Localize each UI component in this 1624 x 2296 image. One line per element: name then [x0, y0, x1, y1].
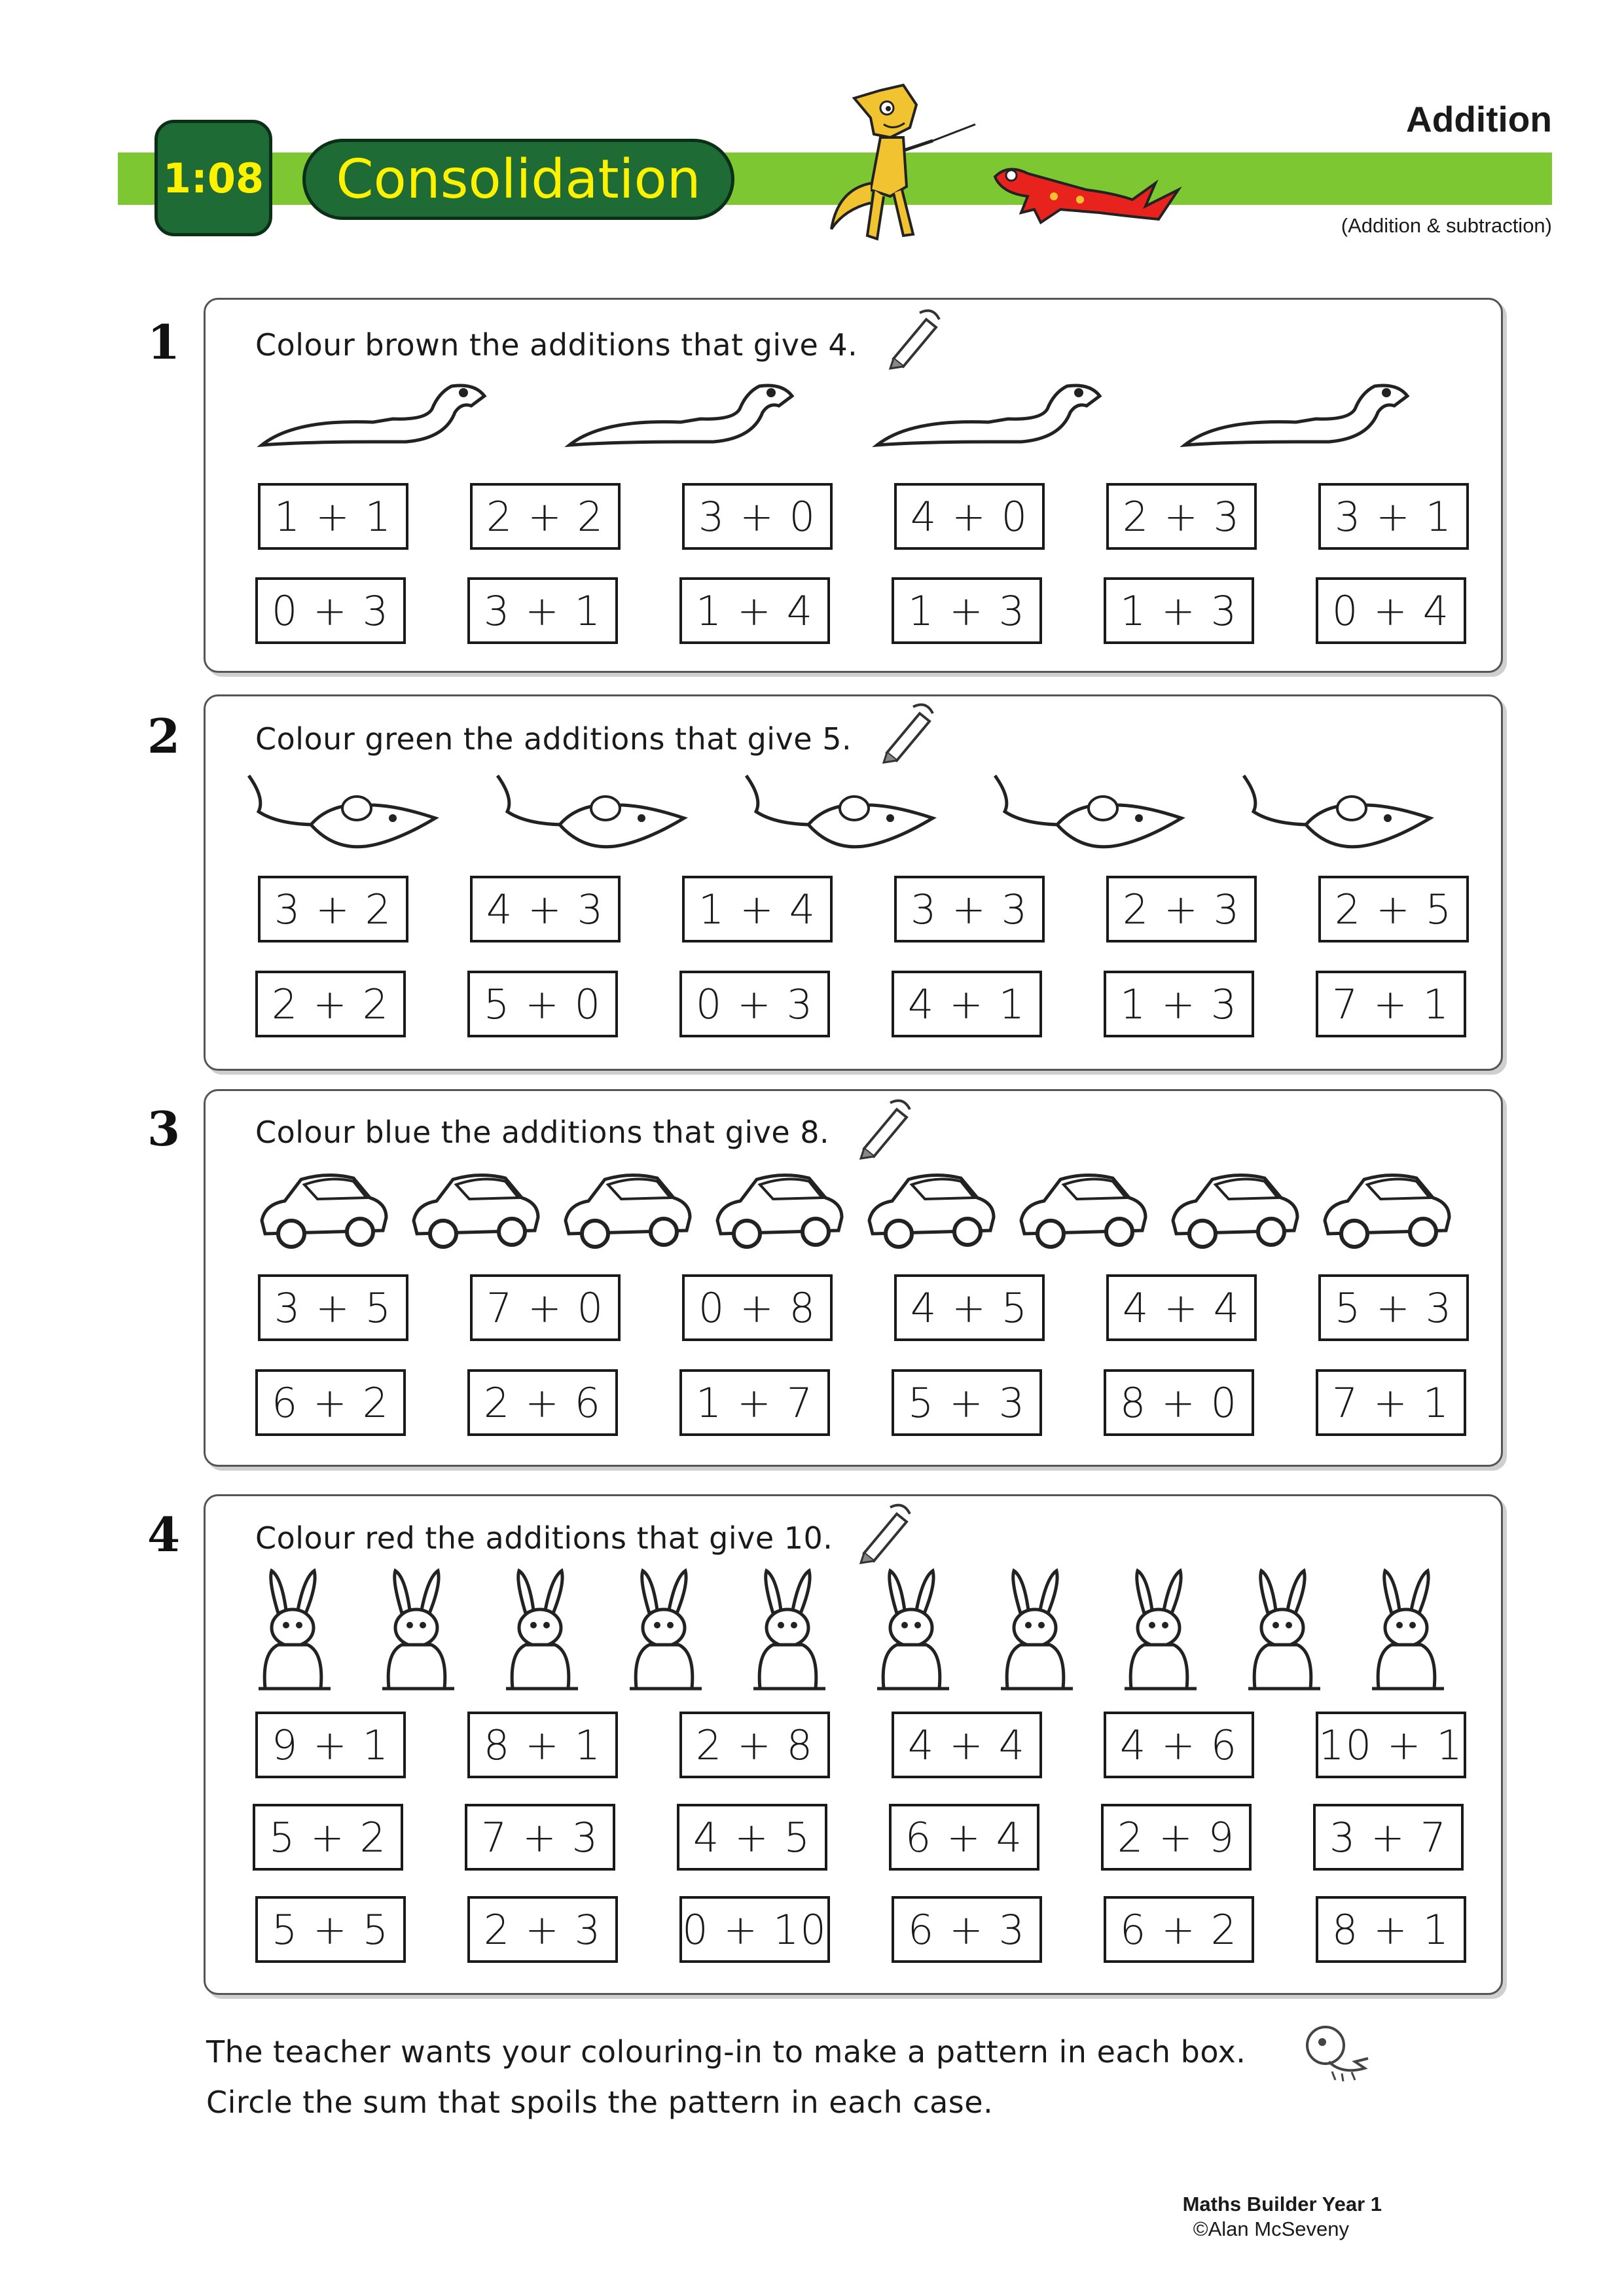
- footer-instruction-line-2: Circle the sum that spoils the pattern in each case.: [206, 2085, 994, 2120]
- sum-box[interactable]: 3 + 1: [1318, 483, 1469, 550]
- sum-box[interactable]: 2 + 3: [467, 1896, 618, 1963]
- sum-box[interactable]: 3 + 5: [258, 1274, 408, 1341]
- sum-box[interactable]: 4 + 5: [894, 1274, 1045, 1341]
- worm-icon: [1178, 373, 1420, 458]
- sum-box[interactable]: 1 + 1: [258, 483, 408, 550]
- worm-row: [255, 373, 1434, 458]
- question-number: 1: [147, 314, 181, 370]
- book-title: Maths Builder Year 1: [1182, 2193, 1382, 2215]
- pencil-icon: [880, 306, 946, 372]
- worm-icon: [871, 373, 1113, 458]
- sum-box[interactable]: 2 + 5: [1318, 876, 1469, 942]
- sum-box[interactable]: 6 + 3: [892, 1896, 1042, 1963]
- sum-box[interactable]: 7 + 0: [470, 1274, 621, 1341]
- sum-box[interactable]: 4 + 3: [470, 876, 621, 942]
- rabbit-icon: [747, 1568, 832, 1692]
- car-icon: [407, 1165, 545, 1257]
- page-title: Consolidation: [336, 148, 701, 211]
- sum-box[interactable]: 4 + 4: [892, 1712, 1042, 1778]
- thinking-lizard-icon: [1303, 2022, 1375, 2081]
- question-number: 3: [147, 1101, 181, 1157]
- lizard-teacher-icon: [818, 79, 982, 249]
- sum-box[interactable]: 5 + 5: [255, 1896, 406, 1963]
- sum-box[interactable]: 10 + 1: [1316, 1712, 1466, 1778]
- subtopic-label: (Addition & subtraction): [1341, 214, 1552, 237]
- sum-box[interactable]: 6 + 4: [889, 1804, 1039, 1871]
- sum-box[interactable]: 1 + 3: [1104, 971, 1254, 1037]
- sum-box[interactable]: 7 + 3: [465, 1804, 615, 1871]
- mouse-icon: [743, 772, 939, 864]
- sum-box[interactable]: 3 + 1: [467, 577, 618, 644]
- sum-box[interactable]: 7 + 1: [1316, 971, 1466, 1037]
- rabbit-icon: [994, 1568, 1079, 1692]
- mouse-icon: [245, 772, 442, 864]
- sum-box[interactable]: 5 + 0: [467, 971, 618, 1037]
- sum-box[interactable]: 8 + 1: [467, 1712, 618, 1778]
- question-number: 2: [147, 708, 181, 764]
- sum-box[interactable]: 4 + 5: [677, 1804, 827, 1871]
- sum-box[interactable]: 1 + 3: [1104, 577, 1254, 644]
- car-icon: [863, 1165, 1000, 1257]
- car-row: [255, 1165, 1473, 1257]
- title-pill: [302, 139, 734, 220]
- sum-box[interactable]: 0 + 8: [682, 1274, 833, 1341]
- sum-box[interactable]: 9 + 1: [255, 1712, 406, 1778]
- car-icon: [255, 1165, 393, 1257]
- question-1-instruction: Colour brown the additions that give 4.: [255, 327, 858, 363]
- worm-icon: [255, 373, 497, 458]
- question-3-instruction: Colour blue the additions that give 8.: [255, 1115, 830, 1150]
- topic-heading: Addition: [1406, 99, 1552, 139]
- rabbit-icon: [376, 1568, 461, 1692]
- mouse-icon: [1240, 772, 1437, 864]
- sum-box[interactable]: 3 + 7: [1313, 1804, 1464, 1871]
- mouse-icon: [494, 772, 691, 864]
- sum-box[interactable]: 3 + 0: [682, 483, 833, 550]
- sum-box[interactable]: 8 + 0: [1104, 1369, 1254, 1436]
- sum-box[interactable]: 6 + 2: [1104, 1896, 1254, 1963]
- rabbit-row: [252, 1568, 1470, 1692]
- footer-instruction-line-1: The teacher wants your colouring-in to make a pattern in each box.: [206, 2034, 1246, 2070]
- car-icon: [559, 1165, 696, 1257]
- sum-box[interactable]: 1 + 7: [679, 1369, 830, 1436]
- mouse-icon: [992, 772, 1188, 864]
- rabbit-icon: [1365, 1568, 1451, 1692]
- pencil-icon: [851, 1096, 916, 1162]
- sum-box[interactable]: 4 + 0: [894, 483, 1045, 550]
- rabbit-icon: [499, 1568, 585, 1692]
- sum-box[interactable]: 0 + 3: [679, 971, 830, 1037]
- rabbit-icon: [623, 1568, 708, 1692]
- sum-box[interactable]: 7 + 1: [1316, 1369, 1466, 1436]
- sum-box[interactable]: 2 + 2: [255, 971, 406, 1037]
- car-icon: [1318, 1165, 1456, 1257]
- rabbit-icon: [1242, 1568, 1327, 1692]
- car-icon: [711, 1165, 848, 1257]
- sum-box[interactable]: 2 + 3: [1106, 876, 1257, 942]
- sum-box[interactable]: 2 + 6: [467, 1369, 618, 1436]
- car-icon: [1166, 1165, 1304, 1257]
- sum-box[interactable]: 3 + 2: [258, 876, 408, 942]
- sum-box[interactable]: 5 + 3: [892, 1369, 1042, 1436]
- mouse-row: [245, 772, 1476, 864]
- sum-box[interactable]: 2 + 9: [1101, 1804, 1252, 1871]
- rabbit-icon: [871, 1568, 956, 1692]
- pencil-icon: [851, 1501, 916, 1566]
- sum-box[interactable]: 0 + 3: [255, 577, 406, 644]
- worm-icon: [563, 373, 805, 458]
- question-4-instruction: Colour red the additions that give 10.: [255, 1520, 833, 1556]
- activity-code-badge: [154, 120, 272, 236]
- sum-box[interactable]: 1 + 4: [682, 876, 833, 942]
- sum-box[interactable]: 2 + 3: [1106, 483, 1257, 550]
- sum-box[interactable]: 1 + 4: [679, 577, 830, 644]
- copyright-notice: ©Alan McSeveny: [1193, 2217, 1349, 2240]
- sum-box[interactable]: 1 + 3: [892, 577, 1042, 644]
- sum-box[interactable]: 4 + 6: [1104, 1712, 1254, 1778]
- sum-box[interactable]: 5 + 2: [253, 1804, 403, 1871]
- sum-box[interactable]: 4 + 4: [1106, 1274, 1257, 1341]
- pencil-icon: [874, 700, 939, 766]
- red-lizard-icon: [982, 151, 1185, 229]
- rabbit-icon: [252, 1568, 337, 1692]
- sum-box[interactable]: 3 + 3: [894, 876, 1045, 942]
- rabbit-icon: [1118, 1568, 1203, 1692]
- sum-box[interactable]: 2 + 2: [470, 483, 621, 550]
- sum-box[interactable]: 0 + 10: [679, 1896, 830, 1963]
- question-2-instruction: Colour green the additions that give 5.: [255, 721, 852, 757]
- sum-box[interactable]: 6 + 2: [255, 1369, 406, 1436]
- car-icon: [1015, 1165, 1152, 1257]
- sum-box[interactable]: 4 + 1: [892, 971, 1042, 1037]
- activity-code: 1:08: [162, 154, 264, 202]
- question-number: 4: [147, 1507, 181, 1562]
- sum-box[interactable]: 8 + 1: [1316, 1896, 1466, 1963]
- sum-box[interactable]: 5 + 3: [1318, 1274, 1469, 1341]
- sum-box[interactable]: 0 + 4: [1316, 577, 1466, 644]
- sum-box[interactable]: 2 + 8: [679, 1712, 830, 1778]
